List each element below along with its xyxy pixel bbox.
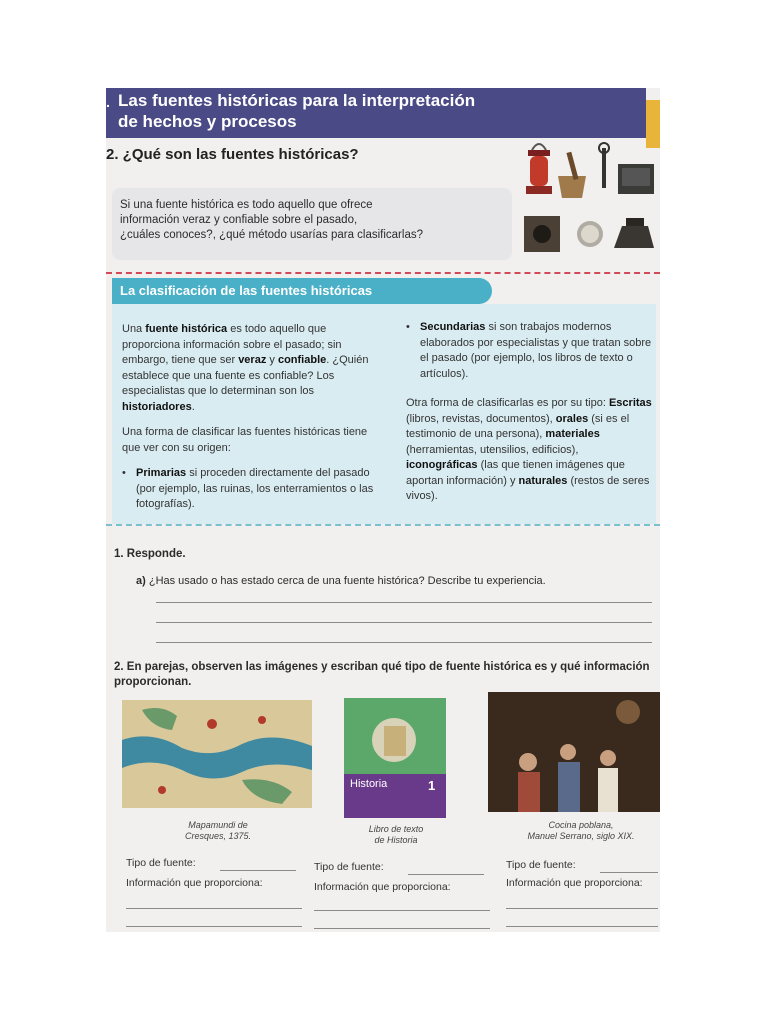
- type-label-3: Tipo de fuente:: [506, 859, 576, 871]
- activity1-item-a: a) ¿Has usado o has estado cerca de una fuente histórica? Describe tu experiencia.: [136, 575, 546, 587]
- banner-title-line1: Las fuentes históricas para la interpretación: [118, 91, 476, 110]
- primary-bullet: • Primarias si proceden directamente del pasado (por ejemplo, las ruinas, los enterramientos o las fotografías).: [122, 467, 374, 510]
- classification-heading: La clasificación de las fuentes históricas: [112, 278, 492, 304]
- answer-line[interactable]: [156, 642, 652, 643]
- info-label-1: Información que proporciona:: [126, 877, 263, 889]
- origin-paragraph: Una forma de clasificar las fuentes históricas tiene que ver con su origen:: [122, 426, 368, 454]
- book-title: Historia: [350, 778, 388, 790]
- classification-right-column: [406, 320, 652, 505]
- shovel-icon: [599, 143, 609, 188]
- painting-caption: Cocina poblana, Manuel Serrano, siglo XIX.: [527, 820, 635, 841]
- map-image: [122, 700, 312, 808]
- banner-bullet: .: [106, 94, 110, 110]
- artifacts-illustration: [518, 138, 660, 274]
- type-label-1: Tipo de fuente:: [126, 857, 196, 869]
- intro-line3: ¿cuáles conoces?, ¿qué método usarías para clasificarlas?: [120, 229, 423, 241]
- textbook-page: [106, 88, 660, 932]
- divider-bottom: [106, 524, 660, 526]
- info-input-2[interactable]: [314, 910, 490, 911]
- divider-top: [106, 272, 660, 274]
- intro-line1: Si una fuente histórica es todo aquello que ofrece: [120, 199, 373, 211]
- map-caption: Mapamundi de Cresques, 1375.: [184, 820, 252, 841]
- classification-left-column: [122, 322, 384, 513]
- definition-paragraph: Una fuente histórica es todo aquello que proporciona información sobre el pasado; sin embargo, tiene que ser veraz y confiable. ¿Quién establece que una fuente es confiable? Los especialistas que lo determinan son los historiadores.: [122, 323, 369, 413]
- answer-line[interactable]: [156, 602, 652, 603]
- answer-line[interactable]: [156, 622, 652, 623]
- textbook-caption: Libro de texto de Historia: [368, 824, 424, 845]
- textbook-image: [344, 698, 446, 818]
- intro-box: [112, 188, 512, 260]
- type-paragraph: Otra forma de clasificarlas es por su tipo: Escritas (libros, revistas, documentos), orales (si es el testimonio de una persona), materiales (herramientas, utensilios, edificios), iconográficas (las que tienen imágenes que aportan información) y naturales (restos de seres vivos).: [406, 397, 652, 502]
- info-input-1b[interactable]: [126, 926, 302, 927]
- info-label-2: Información que proporciona:: [314, 881, 451, 893]
- info-input-3[interactable]: [506, 908, 658, 909]
- type-input-3[interactable]: [600, 872, 658, 873]
- info-input-3b[interactable]: [506, 926, 658, 927]
- iron-icon: [614, 218, 654, 248]
- pocket-watch-icon: [577, 221, 603, 247]
- section-heading: 2. ¿Qué son las fuentes históricas?: [106, 146, 359, 163]
- info-label-3: Información que proporciona:: [506, 877, 643, 889]
- type-input-1[interactable]: [220, 870, 296, 871]
- radio-icon: [618, 164, 654, 194]
- info-input-2b[interactable]: [314, 928, 490, 929]
- secondary-bullet: • Secundarias si son trabajos modernos elaborados por especialistas y que tratan sobre el pasado (por ejemplo, los libros de texto o artículos).: [406, 321, 652, 380]
- type-input-2[interactable]: [408, 874, 484, 875]
- type-label-2: Tipo de fuente:: [314, 861, 384, 873]
- activity2-title: 2. En parejas, observen las imágenes y escriban qué tipo de fuente histórica es y qué información proporcionan.: [114, 661, 650, 688]
- painting-image: [488, 692, 660, 812]
- chapter-banner: [106, 88, 646, 138]
- activity1-title: 1. Responde.: [114, 548, 186, 560]
- info-input-1[interactable]: [126, 908, 302, 909]
- camera-icon: [524, 216, 560, 252]
- banner-title-line2: de hechos y procesos: [118, 112, 297, 131]
- book-number: 1: [428, 778, 436, 793]
- intro-line2: información veraz y confiable sobre el pasado,: [120, 214, 358, 226]
- lantern-icon: [526, 144, 552, 194]
- mortar-icon: [558, 152, 586, 198]
